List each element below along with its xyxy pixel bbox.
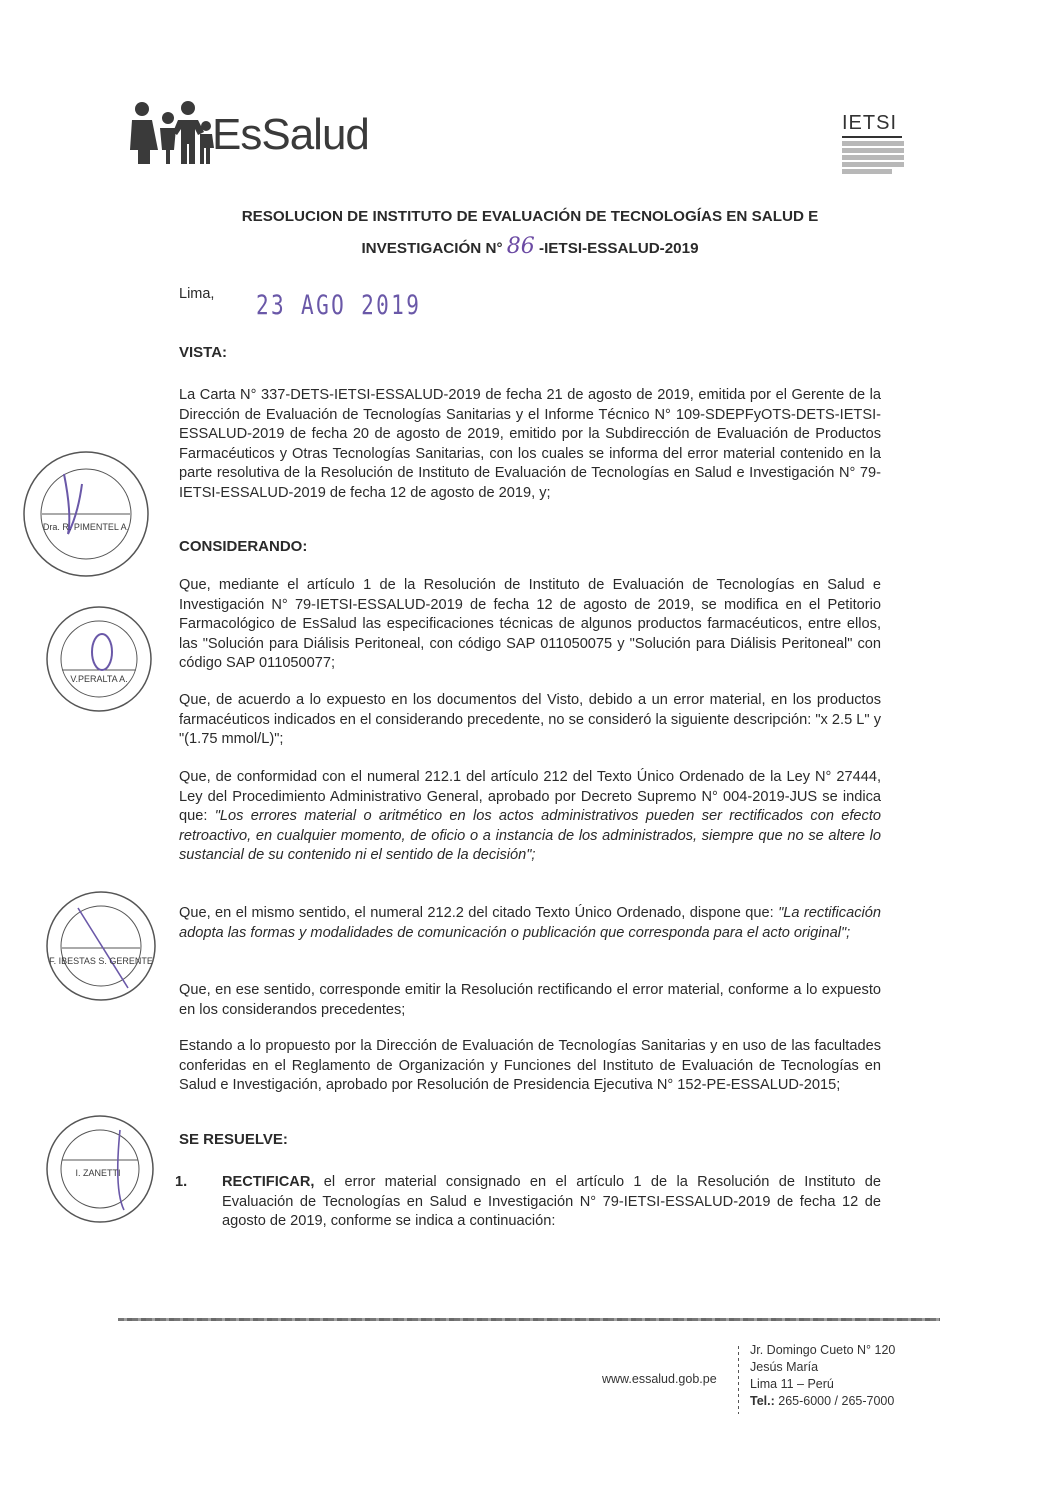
considerando-paragraph-5: Que, en ese sentido, corresponde emitir la Resolución rectificando el error material, conforme a lo expuesto en los considerandos precedentes; xyxy=(179,982,881,1018)
seal-stamp-1 xyxy=(16,444,156,584)
considerando-paragraph-1: Que, mediante el artículo 1 de la Resolución de Instituto de Evaluación de Tecnologías en Salud e Investigación N° 79-IETSI-ESSALUD-2019 de fecha 12 de agosto de 2019, se modifica en el Petitorio Farmacológico de EsSalud las especificaciones técnicas de algunos productos farmacéuticos, entre ellos, las "Solución para Diálisis Peritoneal, con código SAP 011050075 y "Solución para Diálisis Peritoneal" con código SAP 011050077; xyxy=(179,577,881,671)
item-number: 1. xyxy=(175,1174,188,1190)
ietsi-logo-subtext xyxy=(842,141,932,174)
seal-label-2: V.PERALTA A. xyxy=(70,674,128,684)
paragraph-4-quote: "La rectificación adopta las formas y modalidades de comunicación o publicación que corresponda para el acto original"; xyxy=(179,905,881,941)
item-body: el error material consignado en el artículo 1 de la Resolución de Instituto de Evaluación de Tecnologías en Salud e Investigación N° 79-IETSI-ESSALUD-2019 de fecha 12 de agosto de 2019, conforme se indica a continuación: xyxy=(222,1174,881,1229)
title-line-1: RESOLUCION DE INSTITUTO DE EVALUACIÓN DE TECNOLOGÍAS EN SALUD E xyxy=(241,208,819,225)
footer-address xyxy=(750,1342,895,1410)
title-suffix: -IETSI-ESSALUD-2019 xyxy=(539,240,699,257)
seal-stamp-2 xyxy=(40,600,158,718)
vista-paragraph: La Carta N° 337-DETS-IETSI-ESSALUD-2019 de fecha 21 de agosto de 2019, emitida por el Gerente de la Dirección de Evaluación de Tecnologías Sanitarias y el Informe Técnico N° 109-SDEPFyOTS-DETS-IETSI-ESSALUD-2019 de fecha 20 de agosto de 2019, emitido por la Subdirección de Evaluación de Productos Farmacéuticos y Otras Tecnologías Sanitarias, con los cuales se informa del error material contenido en la parte resolutiva de la Resolución de Instituto de Evaluación de Tecnologías en Salud e Investigación N° 79-IETSI-ESSALUD-2019 de fecha 12 de agosto de 2019, y; xyxy=(179,387,881,501)
item-text xyxy=(222,1173,881,1232)
considerando-paragraph-3 xyxy=(179,768,881,866)
ietsi-logo xyxy=(842,112,932,174)
considerando-paragraph-4 xyxy=(179,904,881,943)
item-keyword: RECTIFICAR, xyxy=(222,1174,315,1190)
considerando-heading: CONSIDERANDO: xyxy=(179,538,308,555)
vista-heading: VISTA: xyxy=(179,344,228,361)
address-line-2: Jesús María xyxy=(750,1360,819,1374)
title-line-2 xyxy=(150,232,910,264)
footer-rule xyxy=(118,1318,940,1321)
document-title xyxy=(150,202,910,264)
seal-label-4: I. ZANETTI xyxy=(75,1168,121,1178)
footer-divider xyxy=(738,1346,739,1414)
paragraph-3-quote: "Los errores material o aritmético en los actos administrativos pueden ser rectificados con efecto retroactivo, en cualquier momento, de oficio o a instancia de los administrados, siempre que no se altere lo sustancial de su contenido ni el sentido de la decisión"; xyxy=(179,808,881,863)
place-label: Lima, xyxy=(179,286,215,302)
phone-label: Tel.: xyxy=(750,1394,775,1408)
seal-stamp-4 xyxy=(40,1110,160,1228)
footer-phone xyxy=(750,1393,895,1410)
footer-website: www.essalud.gob.pe xyxy=(602,1372,717,1386)
paragraph-3-text: Que, de conformidad con el numeral 212.1 del artículo 212 del Texto Único Ordenado de la Ley N° 27444, Ley del Procedimiento Administrativo General, aprobado por Decreto Supremo N° 004-2019-JUS se indica que: xyxy=(179,769,881,824)
seal-stamp-3 xyxy=(40,886,162,1006)
family-figures-icon xyxy=(128,100,214,166)
essalud-logo xyxy=(128,100,398,170)
considerando-paragraph-6: Estando a lo propuesto por la Dirección de Evaluación de Tecnologías Sanitarias y en uso de las facultades conferidas en el Reglamento de Organización y Funciones del Instituto de Evaluación de Tecnologías en Salud e Investigación, aprobado por Resolución de Presidencia Ejecutiva N° 152-PE-ESSALUD-2015; xyxy=(179,1038,881,1093)
handwritten-number: 86 xyxy=(506,234,535,259)
address-line-3: Lima 11 – Perú xyxy=(750,1377,834,1391)
essalud-logo-text: EsSalud xyxy=(212,110,369,159)
ietsi-logo-text: IETSI xyxy=(842,112,902,138)
resuelve-heading: SE RESUELVE: xyxy=(179,1131,288,1148)
seal-label-1: Dra. R. PIMENTEL A. xyxy=(42,522,130,532)
paragraph-4-text: Que, en el mismo sentido, el numeral 212.2 del citado Texto Único Ordenado, dispone que: xyxy=(179,905,779,921)
date-stamp: 23 AGO 2019 xyxy=(256,290,422,321)
address-line-1: Jr. Domingo Cueto N° 120 xyxy=(750,1343,896,1357)
phone-value: 265-6000 / 265-7000 xyxy=(774,1394,895,1408)
considerando-paragraph-2: Que, de acuerdo a lo expuesto en los documentos del Visto, debido a un error material, en los productos farmacéuticos indicados en el considerando precedente, no se consideró la siguiente descripción: "x 2.5 L" y "(1.75 mmol/L)"; xyxy=(179,692,881,747)
seal-label-3: F. IBESTAS S. GERENTE xyxy=(49,956,153,966)
title-prefix: INVESTIGACIÓN N° xyxy=(361,240,503,257)
